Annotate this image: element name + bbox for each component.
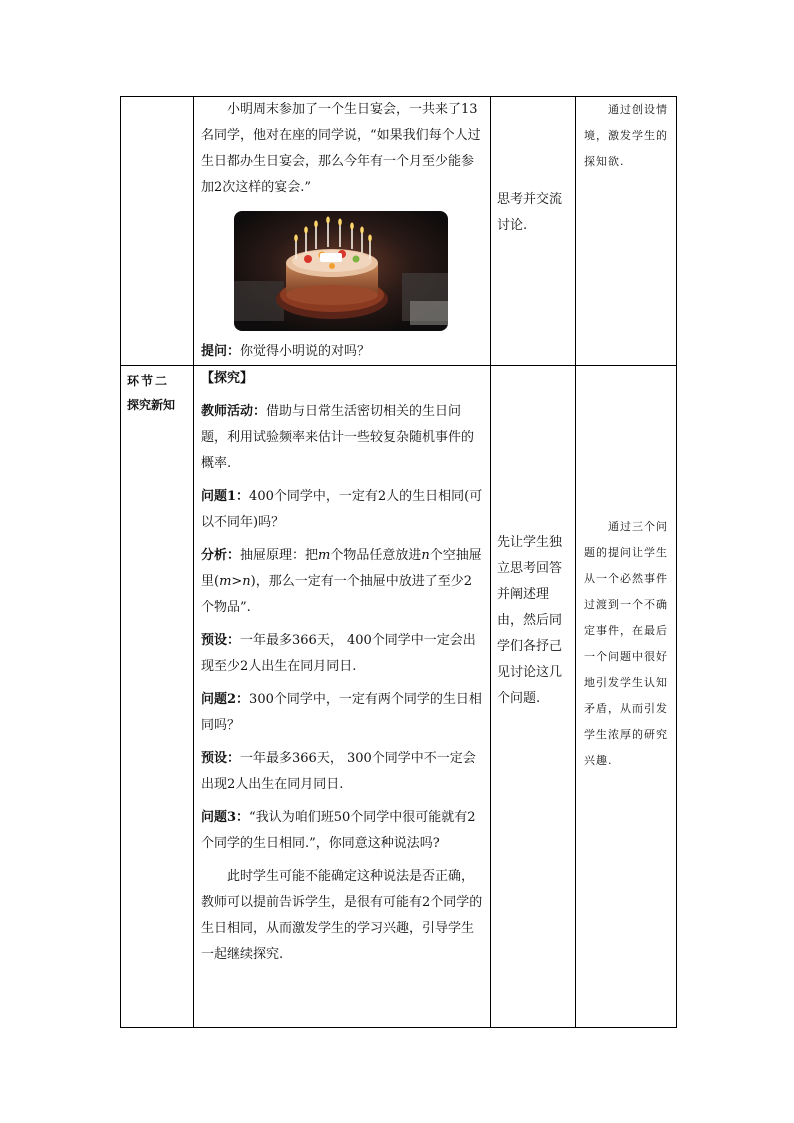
question-label: 提问：: [201, 344, 241, 359]
section-subtitle: 探究新知: [127, 398, 176, 412]
question1-paragraph: [201, 484, 484, 536]
preset2-paragraph: [201, 746, 484, 798]
analysis-text: 抽屉原理：把: [240, 548, 319, 563]
teacher-label: 教师活动：: [201, 404, 267, 419]
intro-paragraph: 小明周末参加了一个生日宴会，一共来了13名同学，他对在座的同学说，“如果我们每个人过生日都办生日宴会，那么今年有一个月至少能参加2次这样的宴会.”: [201, 102, 481, 195]
preset1-label: 预设：: [201, 633, 241, 648]
explore-tag: 【探究】: [201, 371, 254, 386]
design-intent-text: 通过创设情境，激发学生的探知欲.: [584, 103, 668, 168]
question-paragraph: [201, 339, 484, 365]
section-cell-empty: [121, 97, 194, 366]
analysis-text: 个物品任意放进: [330, 548, 422, 563]
analysis-var-m: m: [318, 548, 331, 563]
analysis-text: )，那么一定有一个抽屉中放进了至少2个物品”.: [201, 574, 473, 615]
student-activity-cell: [491, 366, 576, 1028]
analysis-condition: m>n: [219, 574, 251, 589]
question3-text: “我认为咱们班50个同学中很可能就有2个同学的生日相同.”，你同意这种说法吗?: [201, 810, 476, 851]
birthday-cake-photo: [234, 211, 448, 331]
table-row: [121, 366, 677, 1028]
student-activity-text: 思考并交流讨论.: [497, 192, 563, 233]
teaching-content-cell: [194, 366, 491, 1028]
question-text: 你觉得小明说的对吗？: [240, 344, 371, 359]
teacher-text: 借助与日常生活密切相关的生日问题，利用试验频率来估计一些较复杂随机事件的概率.: [201, 404, 475, 471]
student-activity-text: 先让学生独立思考回答并阐述理由，然后同学们各抒己见讨论这几个问题.: [497, 535, 563, 706]
question1-text: 400个同学中，一定有2人的生日相同(可以不同年)吗？: [201, 489, 483, 530]
analysis-paragraph: [201, 543, 484, 621]
analysis-label: 分析：: [201, 548, 241, 563]
student-activity-cell: [491, 97, 576, 366]
question2-text: 300个同学中，一定有两个同学的生日相同吗？: [201, 692, 482, 733]
question2-paragraph: [201, 687, 484, 739]
teacher-activity-paragraph: [201, 399, 484, 477]
teaching-content-cell: [194, 97, 491, 366]
section-cell: [121, 366, 194, 1028]
preset2-label: 预设：: [201, 751, 241, 766]
closing-paragraph: 此时学生可能不能确定这种说法是否正确，教师可以提前告诉学生，是很有可能有2个同学的生日相同，从而激发学生的学习兴趣，引导学生一起继续探究.: [201, 869, 483, 962]
analysis-text: 个空抽屉里(: [201, 548, 482, 589]
lesson-plan-table: [120, 96, 677, 1028]
table-row: [121, 97, 677, 366]
design-intent-cell: [576, 366, 677, 1028]
question2-label: 问题2：: [201, 692, 250, 707]
question3-paragraph: [201, 805, 484, 857]
design-intent-cell: [576, 97, 677, 366]
question1-label: 问题1：: [201, 489, 250, 504]
preset1-text: 一年最多366天， 400个同学中一定会出现至少2人出生在同月同日.: [201, 633, 476, 674]
design-intent-text: 通过三个问题的提问让学生从一个必然事件过渡到一个不确定事件，在最后一个问题中很好地引发学生认知矛盾，从而引发学生浓厚的研究兴趣.: [584, 520, 668, 767]
analysis-var-n: n: [421, 548, 430, 563]
preset2-text: 一年最多366天， 300个同学中不一定会出现2人出生在同月同日.: [201, 751, 476, 792]
preset1-paragraph: [201, 628, 484, 680]
question3-label: 问题3：: [201, 810, 250, 825]
section-title: 环节二: [127, 374, 170, 388]
